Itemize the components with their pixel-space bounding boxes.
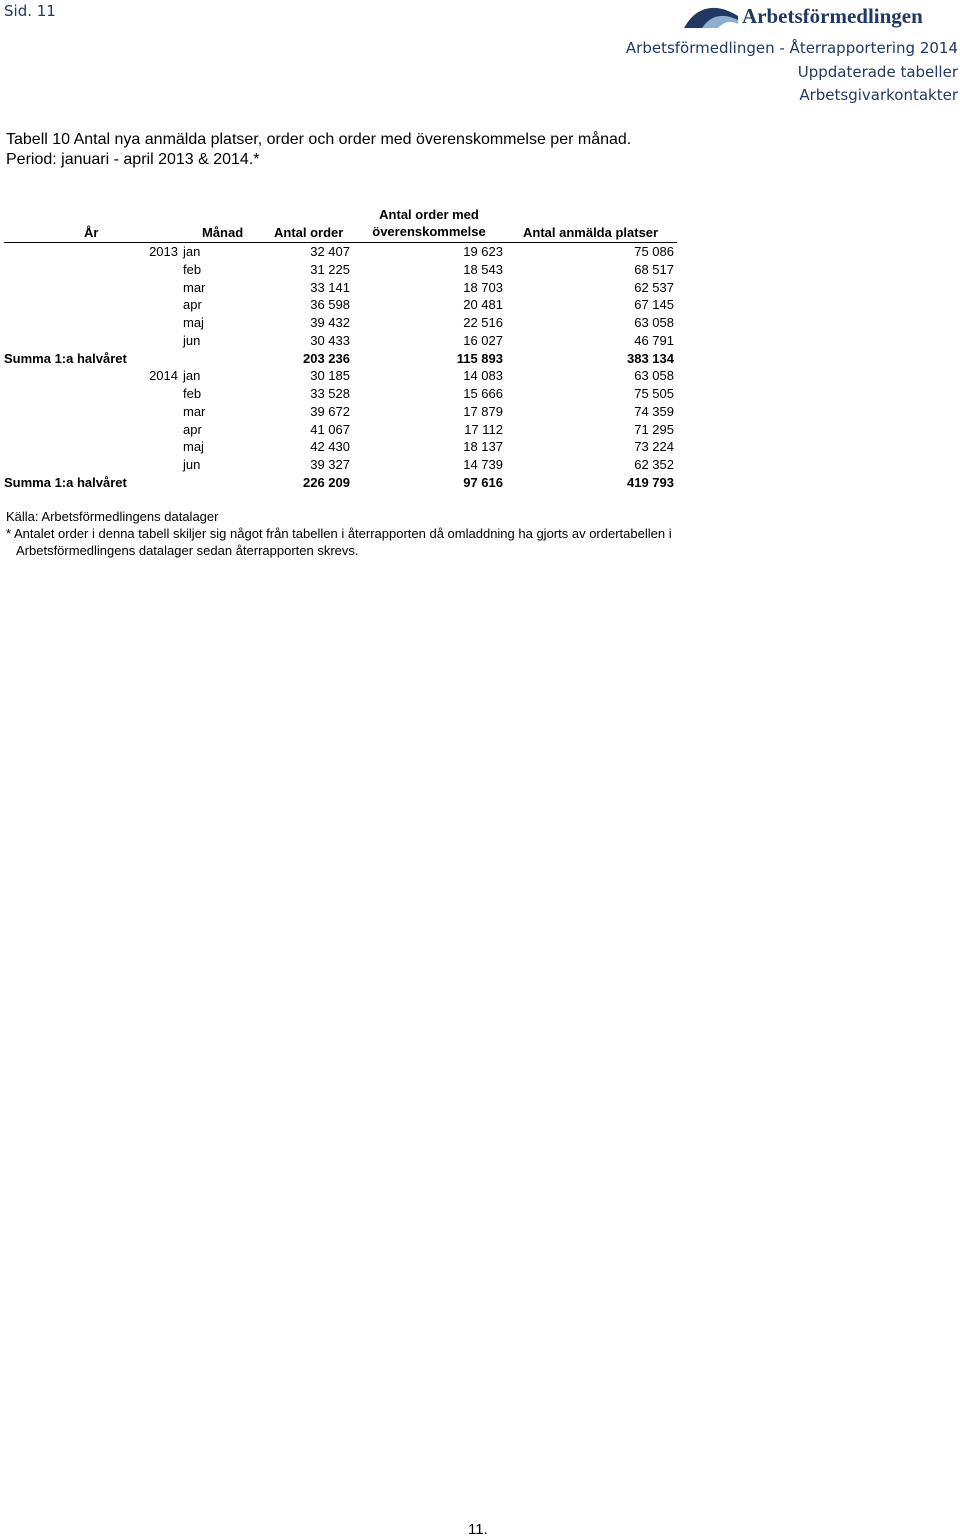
table-title bbox=[6, 130, 631, 170]
arbetsformedlingen-logo bbox=[682, 2, 952, 32]
cell-agreement: 115 893 bbox=[456, 350, 503, 366]
table-row bbox=[4, 279, 677, 297]
cell-agreement: 18 137 bbox=[463, 439, 503, 455]
report-header-line: Arbetsförmedlingen - Återrapportering 2014 bbox=[625, 39, 958, 57]
column-header-agreement bbox=[368, 206, 490, 240]
cell-month: maj bbox=[183, 315, 204, 330]
column-header-agreement-line: överenskommelse bbox=[372, 224, 486, 239]
cell-orders: 32 407 bbox=[310, 244, 350, 259]
table-row bbox=[4, 314, 677, 332]
cell-agreement: 16 027 bbox=[463, 332, 503, 348]
cell-orders: 30 433 bbox=[310, 332, 350, 348]
cell-agreement: 17 879 bbox=[463, 403, 503, 419]
cell-orders: 203 236 bbox=[303, 350, 350, 366]
cell-orders: 33 528 bbox=[310, 386, 350, 401]
table-title-line: Period: januari - april 2013 & 2014.* bbox=[6, 151, 260, 168]
cell-orders: 31 225 bbox=[310, 261, 350, 277]
table-row bbox=[4, 403, 677, 421]
cell-month: jan bbox=[183, 244, 201, 259]
cell-places: 62 537 bbox=[634, 279, 674, 295]
page-label: Sid. 11 bbox=[4, 2, 56, 20]
cell-orders: 226 209 bbox=[303, 474, 350, 490]
page-number: 11. bbox=[468, 1521, 488, 1538]
report-header-line: Uppdaterade tabeller bbox=[797, 62, 958, 81]
cell-places: 75 086 bbox=[634, 244, 674, 259]
cell-places: 73 224 bbox=[634, 439, 674, 455]
table-row bbox=[4, 456, 677, 474]
table-row bbox=[4, 421, 677, 439]
summary-row bbox=[4, 474, 677, 492]
cell-places: 63 058 bbox=[634, 315, 674, 330]
cell-agreement: 18 703 bbox=[463, 279, 503, 295]
cell-orders: 42 430 bbox=[310, 439, 350, 455]
table-row bbox=[4, 243, 677, 261]
cell-agreement: 14 739 bbox=[463, 457, 503, 472]
cell-orders: 41 067 bbox=[310, 421, 350, 437]
cell-month: mar bbox=[183, 279, 206, 295]
cell-agreement: 17 112 bbox=[464, 421, 503, 437]
cell-month: apr bbox=[183, 421, 202, 437]
cell-year: 2013 bbox=[149, 244, 178, 259]
cell-agreement: 15 666 bbox=[463, 386, 503, 401]
cell-orders: 39 432 bbox=[310, 315, 350, 330]
table-row bbox=[4, 332, 677, 350]
cell-agreement: 20 481 bbox=[463, 297, 503, 313]
cell-agreement: 18 543 bbox=[463, 261, 503, 277]
cell-places: 71 295 bbox=[634, 421, 674, 437]
cell-places: 75 505 bbox=[634, 386, 674, 401]
report-header bbox=[626, 37, 958, 108]
column-header-year: År bbox=[84, 225, 99, 240]
footnote: * Antalet order i denna tabell skiljer sig något från tabellen i återrapporten då omladdning ha gjorts av ordertabellen i bbox=[6, 526, 672, 541]
row-label: Summa 1:a halvåret bbox=[4, 474, 127, 490]
column-header-places: Antal anmälda platser bbox=[523, 225, 659, 240]
cell-places: 74 359 bbox=[634, 403, 674, 419]
cell-agreement: 97 616 bbox=[463, 474, 503, 490]
column-header-month: Månad bbox=[202, 225, 244, 240]
table-header bbox=[4, 206, 677, 243]
cell-agreement: 19 623 bbox=[463, 244, 503, 259]
table-body bbox=[4, 243, 677, 492]
cell-places: 383 134 bbox=[627, 350, 674, 366]
cell-orders: 30 185 bbox=[310, 368, 350, 384]
cell-agreement: 14 083 bbox=[463, 368, 503, 384]
row-label: Summa 1:a halvåret bbox=[4, 350, 127, 366]
cell-year: 2014 bbox=[149, 368, 178, 384]
table-row bbox=[4, 438, 677, 456]
logo-wordmark: Arbetsförmedlingen bbox=[742, 4, 923, 28]
cell-month: jun bbox=[183, 457, 201, 472]
cell-month: mar bbox=[183, 403, 206, 419]
cell-places: 46 791 bbox=[634, 332, 674, 348]
cell-places: 67 145 bbox=[634, 297, 674, 313]
summary-row bbox=[4, 350, 677, 368]
cell-month: jan bbox=[183, 368, 201, 384]
cell-month: feb bbox=[183, 261, 202, 277]
cell-places: 63 058 bbox=[634, 368, 674, 384]
table-notes bbox=[6, 508, 672, 559]
cell-orders: 36 598 bbox=[310, 297, 350, 313]
table-row bbox=[4, 261, 677, 279]
cell-places: 68 517 bbox=[634, 261, 674, 277]
table-title-line: Tabell 10 Antal nya anmälda platser, order och order med överenskommelse per månad. bbox=[6, 131, 632, 148]
orders-table bbox=[4, 206, 677, 492]
cell-orders: 33 141 bbox=[310, 279, 350, 295]
footnote: Arbetsförmedlingens datalager sedan återrapporten skrevs. bbox=[16, 543, 359, 558]
arbetsformedlingen-logo-icon bbox=[682, 2, 740, 30]
cell-month: apr bbox=[183, 297, 202, 313]
cell-orders: 39 672 bbox=[310, 403, 350, 419]
cell-orders: 39 327 bbox=[310, 457, 350, 472]
cell-month: maj bbox=[183, 439, 204, 455]
cell-places: 419 793 bbox=[627, 474, 674, 490]
column-header-orders: Antal order bbox=[274, 225, 344, 240]
column-header-agreement-line: Antal order med bbox=[379, 207, 479, 222]
cell-month: jun bbox=[183, 332, 201, 348]
cell-month: feb bbox=[183, 386, 202, 401]
cell-places: 62 352 bbox=[634, 457, 674, 472]
table-row bbox=[4, 296, 677, 314]
table-row bbox=[4, 385, 677, 403]
cell-agreement: 22 516 bbox=[463, 315, 503, 330]
source-note: Källa: Arbetsförmedlingens datalager bbox=[6, 509, 219, 524]
report-header-line: Arbetsgivarkontakter bbox=[799, 86, 958, 104]
table-row bbox=[4, 367, 677, 385]
